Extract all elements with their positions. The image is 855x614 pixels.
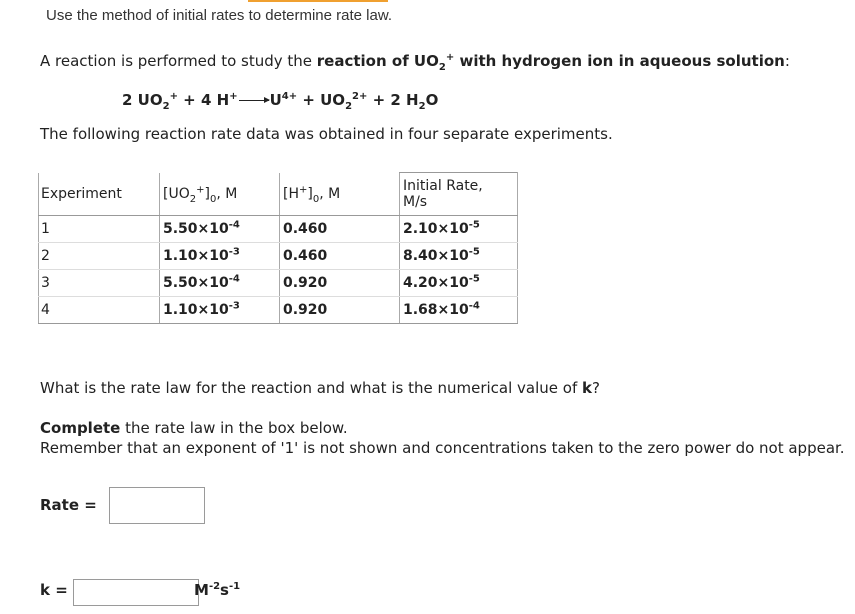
instruction-text: Use the method of initial rates to determine rate law. (46, 7, 393, 24)
table-row: 1 $5.50\times 10^{-4}$ 0.460 $2.10\times 10^{-5}$ (39, 216, 518, 243)
header-experiment: Experiment (39, 173, 160, 216)
complete-instruction: Complete the rate law in the box below. (40, 419, 348, 437)
table-row: 4 $1.10\times 10^{-3}$ 0.920 $1.68\times 10^{-4}$ (39, 297, 518, 324)
table-header-row (39, 173, 518, 216)
rate-law-input[interactable] (109, 487, 205, 524)
rate-label: Rate = (40, 496, 97, 514)
table-row: 2 $1.10\times 10^{-3}$ 0.460 $8.40\times 10^{-5}$ (39, 243, 518, 270)
header-h-conc: $[H^+]_0$, M (280, 173, 400, 216)
k-label: k = (40, 581, 68, 599)
reaction-intro: A reaction is performed to study the reaction of $UO_2^+$ with hydrogen ion in aqueous solution: (40, 52, 790, 73)
header-accent-bar (248, 0, 388, 2)
reaction-bold: reaction of $UO_2^+$ with hydrogen ion in aqueous solution (316, 52, 785, 73)
chemical-equation: 2 $UO_2^+ + 4$ H+ $U^{4+} + UO_2^{2+} + 2$ $H_2O$ (122, 91, 439, 112)
data-intro-text: The following reaction rate data was obtained in four separate experiments. (40, 125, 613, 143)
question-text: What is the rate law for the reaction and what is the numerical value of k? (40, 379, 600, 397)
header-initial-rate: Initial Rate, M/s (400, 173, 518, 216)
table-row: 3 $5.50\times 10^{-4}$ 0.920 $4.20\times 10^{-5}$ (39, 270, 518, 297)
k-value-input[interactable] (73, 579, 199, 606)
remember-note: Remember that an exponent of '1' is not shown and concentrations taken to the zero power do not appear. (40, 439, 845, 457)
rate-data-table (38, 172, 518, 324)
k-units: $M^{-2}s^{-1}$ (194, 581, 241, 599)
reaction-arrow-icon (239, 100, 269, 101)
header-uo2-conc: $[UO_2^+]_0$, M (160, 173, 280, 216)
